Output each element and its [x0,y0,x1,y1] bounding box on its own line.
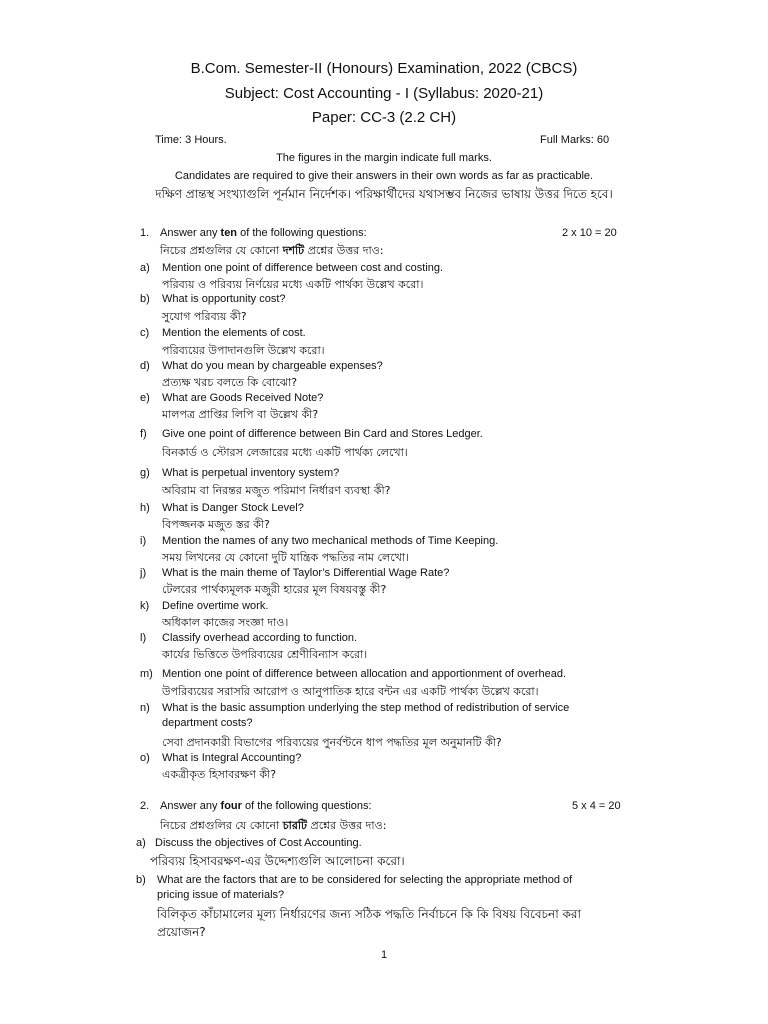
q1-marks: 2 x 10 = 20 [562,227,617,239]
q1o-text: What is Integral Accounting? [162,752,302,764]
q1g-label: g) [140,467,150,479]
q1j-bengali: টেলরের পার্থক্যমূলক মজুরী হারের মূল বিষয়বস্তু কী? [162,583,387,596]
q2-marks: 5 x 4 = 20 [572,800,621,812]
q2b-bengali-cont: প্রয়োজন? [157,925,206,939]
q1e-text: What are Goods Received Note? [162,392,324,404]
q2b-text: What are the factors that are to be considered for selecting the appropriate method of [157,874,573,886]
q1c-text: Mention the elements of cost. [162,327,306,339]
q1d-text: What do you mean by chargeable expenses? [162,360,383,372]
q1h-text: What is Danger Stock Level? [162,502,304,514]
q1l-text: Classify overhead according to function. [162,632,358,644]
q2b-bengali: বিলিকৃত কাঁচামালের মূল্য নির্ধারণের জন্য সঠিক পদ্ধতি নির্বাচনে কি কি বিষয় বিবেচনা করা [157,907,581,921]
q1n-bengali: সেবা প্রদানকারী বিভাগের পরিব্যয়ের পুনর্বণ্টনে ধাপ পদ্ধতির মূল অনুমানটি কী? [162,736,502,749]
q1m-text: Mention one point of difference between allocation and apportionment of overhead. [162,668,567,680]
q1c-label: c) [140,327,150,339]
margin-note: The figures in the margin indicate full marks. [276,152,492,164]
q1k-text: Define overtime work. [162,600,269,612]
q1f-bengali: বিনকার্ড ও স্টোরস লেজারের মধ্যে একটি পার্থক্য লেখো। [162,446,408,459]
q2a-bengali: পরিব্যয় হিসাবরক্ষণ-এর উদ্দেশ্যগুলি আলোচনা করো। [150,854,405,868]
q1j-text: What is the main theme of Taylor’s Differential Wage Rate? [162,567,450,579]
q1o-bengali: একত্রীকৃত হিসাবরক্ষণ কী? [162,768,277,781]
q1d-label: d) [140,360,150,372]
q1k-label: k) [140,600,150,612]
q1e-bengali: মালপত্র প্রাপ্তির লিপি বা উল্লেখ কী? [162,408,319,421]
q1n-text: What is the basic assumption underlying the step method of redistribution of service [162,702,570,714]
q1o-label: o) [140,752,150,764]
q1m-label: m) [140,668,153,680]
instruction-bengali: দক্ষিণ প্রান্তস্থ সংখ্যাগুলি পূর্নমান নির্দেশক। পরিক্ষার্থীদের যথাসম্ভব নিজের ভাষায় উত্তর দিতে হবে। [155,187,613,201]
q1a-text: Mention one point of difference between cost and costing. [162,262,444,274]
q1d-bengali: প্রত্যক্ষ খরচ বলতে কি বোঝো? [162,376,298,389]
q1i-text: Mention the names of any two mechanical methods of Time Keeping. [162,535,499,547]
q1j-label: j) [140,567,147,579]
full-marks: Full Marks: 60 [540,134,610,146]
exam-title: B.Com. Semester-II (Honours) Examination, 2022 (CBCS) [190,60,578,77]
q1i-bengali: সময় লিখনের যে কোনো দুটি যান্ত্রিক পদ্ধতির নাম লেখো। [162,551,409,564]
q1e-label: e) [140,392,150,404]
q2b-text-cont: pricing issue of materials? [157,889,285,901]
paper-line: Paper: CC-3 (2.2 CH) [311,109,457,126]
q1f-label: f) [140,428,147,440]
q2-intro-bengali: নিচের প্রশ্নগুলির যে কোনো চারটি প্রশ্নের উত্তর দাও: [160,819,387,832]
q1g-text: What is perpetual inventory system? [162,467,340,479]
q1l-label: l) [140,632,147,644]
q1n-text-cont: department costs? [162,717,253,729]
q1c-bengali: পরিব্যয়ের উপাদানগুলি উল্লেখ করো। [162,344,325,357]
q1-intro: Answer any ten of the following questions: [160,227,367,239]
q1h-label: h) [140,502,150,514]
time-allowed: Time: 3 Hours. [155,134,227,146]
q2-number: 2. [140,800,150,812]
q2a-label: a) [136,837,146,849]
q1n-label: n) [140,702,150,714]
q1-number: 1. [140,227,150,239]
q1a-label: a) [140,262,150,274]
q1m-bengali: উপরিব্যয়ের সরাসরি আরোপ ও আনুপাতিক হারে বন্টন এর একটি পার্থক্য উল্লেখ করো। [162,685,539,698]
q2a-text: Discuss the objectives of Cost Accounting. [155,837,362,849]
q1f-text: Give one point of difference between Bin Card and Stores Ledger. [162,428,483,440]
q1h-bengali: বিপজ্জনক মজুত স্তর কী? [162,518,270,531]
q1b-bengali: সুযোগ পরিব্যয় কী? [162,310,247,323]
q1b-text: What is opportunity cost? [162,293,286,305]
q1g-bengali: অবিরাম বা নিরন্তর মজুত পরিমাণ নির্ধারণ ব্যবস্থা কী? [162,484,391,497]
subject-line: Subject: Cost Accounting - I (Syllabus: 2020-21) [224,85,544,102]
q2b-label: b) [136,874,146,886]
q1-intro-bengali: নিচের প্রশ্নগুলির যে কোনো দশটি প্রশ্নের উত্তর দাও: [160,244,384,257]
q1k-bengali: অধিকাল কাজের সংজ্ঞা দাও। [162,616,289,629]
q2-intro: Answer any four of the following questions: [160,800,372,812]
page-number: 1 [380,949,388,961]
q1i-label: i) [140,535,147,547]
q1l-bengali: কার্যের ভিত্তিতে উপরিব্যয়ের শ্রেণীবিন্যাস করো। [162,648,368,661]
q1b-label: b) [140,293,150,305]
instruction-english: Candidates are required to give their answers in their own words as far as practicable. [174,170,594,182]
q1a-bengali: পরিব্যয় ও পরিব্যয় নির্ণয়ের মধ্যে একটি পার্থক্য উল্লেখ করো। [162,278,424,291]
